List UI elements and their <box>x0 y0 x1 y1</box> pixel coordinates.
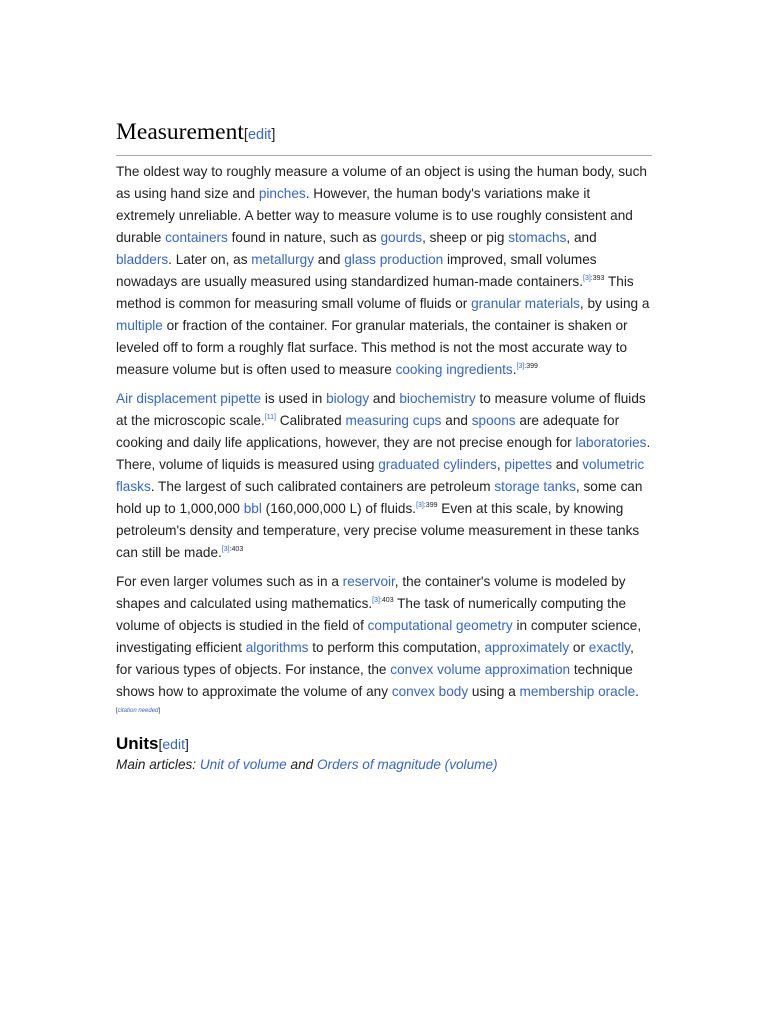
reference-page: :403 <box>379 597 394 604</box>
edit-link[interactable]: edit <box>247 127 272 143</box>
wiki-link[interactable]: multiple <box>116 318 163 333</box>
reference-superscript <box>517 363 538 370</box>
paragraph-text: , for various types of objects. For instance, the <box>116 640 634 677</box>
units-title: Units <box>116 734 159 753</box>
reference-superscript <box>583 275 604 282</box>
paragraph-text: or <box>569 640 589 655</box>
paragraph-text: (160,000,000 L) of fluids. <box>261 501 417 516</box>
wiki-link[interactable]: approximately <box>484 640 570 655</box>
reference-page: :399 <box>423 502 438 509</box>
paragraph-text: . There, volume of liquids is measured using <box>116 435 651 472</box>
wiki-link[interactable]: exactly <box>588 640 631 655</box>
paragraph-text: and <box>314 252 345 267</box>
article-body <box>116 116 652 775</box>
paragraph-text: For even larger volumes such as in a <box>116 574 343 589</box>
paragraph-text: Even at this scale, by knowing petroleum's density and temperature, very precise volume measurement in these tanks can still be made. <box>116 501 640 560</box>
reference-link[interactable]: [3] <box>516 363 525 370</box>
paragraph-1 <box>116 161 652 381</box>
citation-needed-link[interactable]: citation needed <box>117 708 159 714</box>
paragraph-text: , by using a <box>579 296 650 311</box>
wiki-link[interactable]: pipettes <box>504 457 553 472</box>
section-heading-measurement <box>116 116 652 156</box>
paragraph-text: or fraction of the container. For granular materials, the container is shaken or leveled off to form a roughly flat surface. This method is not the most accurate way to measure volume but is often used to measure <box>116 318 628 377</box>
wiki-link[interactable]: spoons <box>471 413 516 428</box>
paragraph-text: to measure volume of fluids at the microscopic scale. <box>116 391 646 428</box>
reference-superscript <box>222 546 243 553</box>
edit-section: [edit] <box>243 127 276 143</box>
reference-link[interactable]: [11] <box>264 414 276 421</box>
wiki-link[interactable]: convex body <box>391 684 469 699</box>
link-unit-of-volume[interactable]: Unit of volume <box>199 757 287 772</box>
edit-section-units: [edit] <box>158 736 189 752</box>
paragraph-text: The task of numerically computing the volume of objects is studied in the field of <box>116 596 627 633</box>
paragraph-text: found in nature, such as <box>227 230 381 245</box>
paragraph-text: and <box>441 413 472 428</box>
paragraph-text: The oldest way to roughly measure a volume of an object is using the human body, such as using hand size and <box>116 164 647 201</box>
reference-superscript <box>265 414 276 421</box>
reference-link[interactable]: [3] <box>372 597 380 604</box>
wiki-link[interactable]: volumetric flasks <box>116 457 645 494</box>
paragraph-2 <box>116 388 652 564</box>
reference-link[interactable]: [3] <box>416 502 424 509</box>
wiki-link[interactable]: pinches <box>258 186 306 201</box>
paragraph-text: Calibrated <box>276 413 346 428</box>
wiki-link[interactable]: glass production <box>344 252 444 267</box>
hatnote-prefix: Main articles: <box>116 757 200 772</box>
wiki-link[interactable]: containers <box>165 230 228 245</box>
reference-page: :393 <box>590 275 605 282</box>
section-title: Measurement <box>116 119 244 145</box>
wiki-link[interactable]: measuring cups <box>345 413 442 428</box>
reference-superscript <box>372 597 393 604</box>
paragraph-text: . Later on, as <box>168 252 252 267</box>
reference-page: :399 <box>524 363 538 370</box>
paragraph-text: using a <box>468 684 520 699</box>
paragraph-text: , sheep or pig <box>422 230 509 245</box>
link-orders-of-magnitude-volume[interactable]: Orders of magnitude (volume) <box>316 757 498 772</box>
paragraph-text: . The largest of such calibrated containers are petroleum <box>150 479 495 494</box>
citation-needed-note: [citation needed] <box>116 708 161 714</box>
paragraph-text: . <box>635 684 639 699</box>
paragraph-3 <box>116 571 652 703</box>
paragraph-text: technique shows how to approximate the volume of any <box>116 662 633 699</box>
paragraph-text: , the container's volume is modeled by shapes and calculated using mathematics. <box>116 574 626 611</box>
wiki-link[interactable]: membership oracle <box>519 684 636 699</box>
paragraph-text: . However, the human body's variations make it extremely unreliable. A better way to measure volume is to use roughly consistent and durable <box>116 186 633 245</box>
paragraph-text: This method is common for measuring small volume of fluids or <box>116 274 634 311</box>
hatnote-and: and <box>286 757 317 772</box>
reference-superscript <box>416 502 437 509</box>
wiki-link[interactable]: algorithms <box>245 640 309 655</box>
wiki-link[interactable]: Air displacement pipette <box>116 391 262 406</box>
wiki-link[interactable]: biochemistry <box>399 391 476 406</box>
paragraph-text: in computer science, investigating efficient <box>116 618 642 655</box>
paragraph-text: , <box>496 457 505 472</box>
wiki-link[interactable]: graduated cylinders <box>378 457 497 472</box>
wiki-link[interactable]: stomachs <box>508 230 567 245</box>
paragraph-text: is used in <box>261 391 327 406</box>
wiki-link[interactable]: biology <box>326 391 370 406</box>
wiki-link[interactable]: granular materials <box>471 296 580 311</box>
paragraph-text: and <box>369 391 400 406</box>
reference-link[interactable]: [3] <box>583 275 591 282</box>
wiki-link[interactable]: cooking ingredients <box>395 362 513 377</box>
edit-link-units[interactable]: edit <box>162 736 185 752</box>
wiki-link[interactable]: bbl <box>243 501 262 516</box>
paragraph-text: to perform this computation, <box>308 640 485 655</box>
wiki-link[interactable]: reservoir <box>342 574 395 589</box>
paragraph-text: and <box>552 457 583 472</box>
section-heading-units <box>116 733 652 755</box>
paragraph-text: are adequate for cooking and daily life applications, however, they are not precise enough for <box>116 413 620 450</box>
reference-page: :403 <box>229 546 244 553</box>
main-articles-hatnote <box>116 755 652 775</box>
wiki-link[interactable]: metallurgy <box>251 252 314 267</box>
wiki-link[interactable]: bladders <box>116 252 169 267</box>
paragraph-text: . <box>512 362 517 377</box>
wiki-link[interactable]: gourds <box>380 230 423 245</box>
paragraph-text: , and <box>566 230 597 245</box>
wiki-link[interactable]: laboratories <box>575 435 647 450</box>
wiki-link[interactable]: convex volume approximation <box>390 662 571 677</box>
reference-link[interactable]: [3] <box>221 546 230 553</box>
wiki-link[interactable]: computational geometry <box>367 618 513 633</box>
paragraph-text: , some can hold up to 1,000,000 <box>116 479 643 516</box>
wiki-link[interactable]: storage tanks <box>494 479 576 494</box>
paragraph-text: improved, small volumes nowadays are usually measured using standardized human-made containers. <box>116 252 597 289</box>
